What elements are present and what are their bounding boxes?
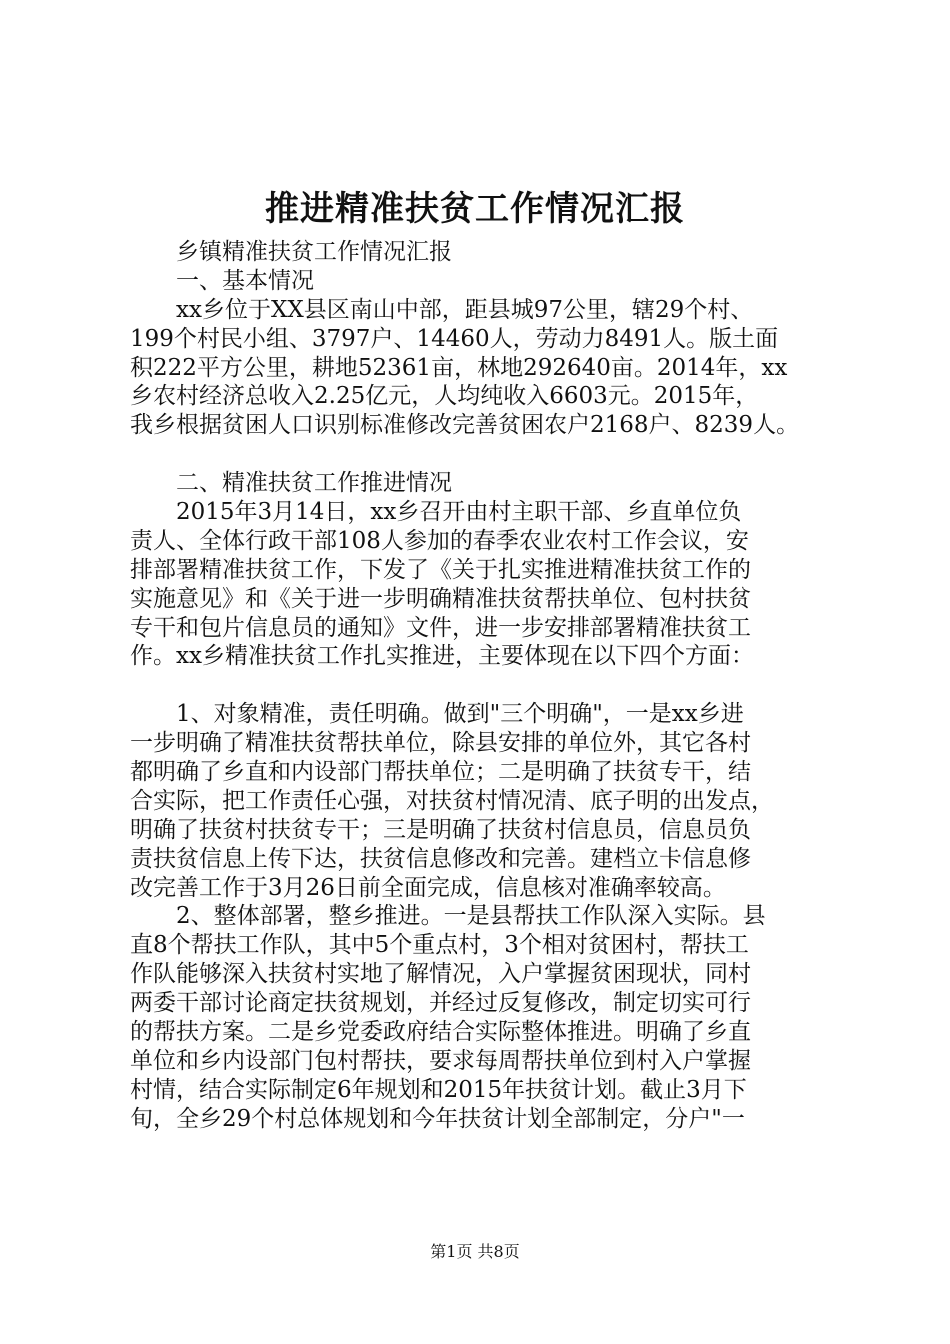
paragraph-line: 排部署精准扶贫工作，下发了《关于扎实推进精准扶贫工作的 bbox=[130, 556, 751, 583]
paragraph-line: 责人、全体行政干部108人参加的春季农业农村工作会议，安 bbox=[130, 527, 749, 554]
paragraph-gap bbox=[130, 671, 830, 700]
paragraph-gap bbox=[130, 440, 830, 469]
paragraph-line: 直8个帮扶工作队，其中5个重点村，3个相对贫困村，帮扶工 bbox=[130, 932, 749, 959]
paragraph-line: 村情，结合实际制定6年规划和2015年扶贫计划。截止3月下 bbox=[130, 1076, 747, 1103]
paragraph-line: 两委干部讨论商定扶贫规划，并经过反复修改，制定切实可行 bbox=[130, 990, 751, 1017]
paragraph-line: 199个村民小组、3797户、14460人，劳动力8491人。版土面 bbox=[130, 325, 779, 352]
paragraph-line: 都明确了乡直和内设部门帮扶单位；二是明确了扶贫专干，结 bbox=[130, 759, 751, 786]
paragraph-line: 的帮扶方案。二是乡党委政府结合实际整体推进。明确了乡直 bbox=[130, 1019, 751, 1046]
paragraph-line: 明确了扶贫村扶贫专干；三是明确了扶贫村信息员，信息员负 bbox=[130, 816, 751, 843]
document-title: 推进精准扶贫工作情况汇报 bbox=[265, 189, 685, 229]
section-heading-basic: 一、基本情况 bbox=[176, 267, 314, 294]
paragraph-line: 一步明确了精准扶贫帮扶单位，除县安排的单位外，其它各村 bbox=[130, 730, 751, 757]
paragraph-line: 改完善工作于3月26日前全面完成，信息核对准确率较高。 bbox=[130, 874, 726, 901]
paragraph-line: 合实际，把工作责任心强，对扶贫村情况清、底子明的出发点， bbox=[130, 787, 774, 814]
paragraph-line: 责扶贫信息上传下达，扶贫信息修改和完善。建档立卡信息修 bbox=[130, 845, 751, 872]
paragraph-line: 作。xx乡精准扶贫工作扎实推进，主要体现在以下四个方面： bbox=[130, 643, 754, 670]
paragraph-line: 我乡根据贫困人口识别标准修改完善贫困农户2168户、8239人。 bbox=[130, 412, 800, 439]
paragraph-line: 专干和包片信息员的通知》文件，进一步安排部署精准扶贫工 bbox=[130, 614, 751, 641]
paragraph-line: 2、整体部署，整乡推进。一是县帮扶工作队深入实际。县 bbox=[176, 903, 766, 930]
paragraph-line: 2015年3月14日，xx乡召开由村主职干部、乡直单位负 bbox=[176, 499, 742, 526]
paragraph-line: 旬，全乡29个村总体规划和今年扶贫计划全部制定，分户"一 bbox=[130, 1105, 745, 1132]
page-footer: 第1页 共8页 bbox=[430, 1242, 520, 1261]
paragraph-line: 积222平方公里，耕地52361亩，林地292640亩。2014年，xx bbox=[130, 354, 788, 381]
paragraph-line: 1、对象精准，责任明确。做到"三个明确"，一是xx乡进 bbox=[176, 701, 744, 728]
paragraph-line: xx乡位于XX县区南山中部，距县城97公里，辖29个村、 bbox=[176, 296, 754, 323]
paragraph-line: 作队能够深入扶贫村实地了解情况，入户掌握贫困现状，同村 bbox=[130, 961, 751, 988]
subtitle-line: 乡镇精准扶贫工作情况汇报 bbox=[176, 239, 452, 265]
paragraph-line: 乡农村经济总收入2.25亿元，人均纯收入6603元。2015年， bbox=[130, 383, 759, 410]
section-heading-progress: 二、精准扶贫工作推进情况 bbox=[176, 470, 452, 497]
paragraph-line: 单位和乡内设部门包村帮扶，要求每周帮扶单位到村入户掌握 bbox=[130, 1047, 751, 1074]
document-body bbox=[130, 238, 830, 1134]
paragraph-line: 实施意见》和《关于进一步明确精准扶贫帮扶单位、包村扶贫 bbox=[130, 585, 751, 612]
